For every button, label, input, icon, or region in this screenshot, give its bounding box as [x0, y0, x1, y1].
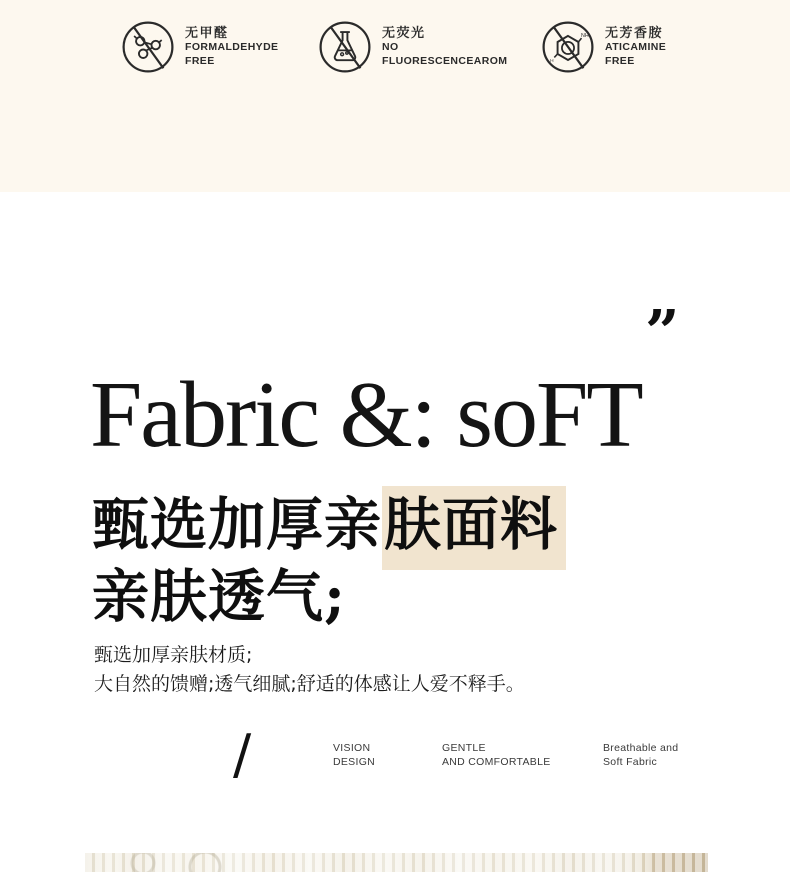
certification-banner — [0, 0, 790, 192]
badge-no-formaldehyde — [121, 20, 278, 74]
meta-line: Soft Fabric — [603, 756, 658, 768]
slash-divider: / — [233, 723, 252, 786]
quote-mark-icon: ” — [645, 298, 680, 368]
heading-line1-plain: 甄选加厚亲 — [92, 491, 382, 558]
badge-en-line2: FREE — [605, 54, 635, 67]
heading-line2: 亲肤透气; — [92, 563, 347, 630]
badge-no-fluorescence-text — [382, 26, 507, 68]
no-formaldehyde-icon — [121, 20, 175, 74]
no-fluorescence-icon — [318, 20, 372, 74]
meta-line: Breathable and — [603, 742, 679, 754]
no-aromatic-amine-icon — [541, 20, 595, 74]
meta-line: GENTLE — [442, 742, 486, 754]
badge-en-line1: FORMALDEHYDE — [185, 41, 279, 53]
badge-zh-label: 无荧光 — [382, 26, 426, 41]
fabric-photo — [85, 853, 708, 872]
meta-line: DESIGN — [333, 756, 376, 768]
badge-no-aromatic-amine-text — [605, 26, 666, 68]
description-line1: 甄选加厚亲肤材质; — [94, 644, 253, 666]
svg-text:H: H — [550, 58, 554, 64]
description-text — [94, 641, 525, 699]
badge-zh-label: 无甲醛 — [185, 26, 229, 41]
badge-en-line1: NO — [382, 41, 399, 53]
badge-en-line2: FREE — [185, 54, 215, 67]
heading-line1-highlight: 肤面料 — [382, 486, 566, 570]
badge-en-line2: FLUORESCENCEAROM — [382, 54, 508, 67]
meta-line: AND COMFORTABLE — [442, 756, 551, 768]
meta-item-vision-design — [333, 741, 375, 769]
section-heading — [92, 489, 566, 633]
badge-zh-label: 无芳香胺 — [605, 26, 664, 41]
badge-en-line1: ATICAMINE — [605, 41, 667, 53]
page-title: Fabric &: soFT — [90, 363, 642, 467]
meta-line: VISION — [333, 742, 371, 754]
description-line2: 大自然的馈赠;透气细腻;舒适的体感让人爱不释手。 — [94, 673, 525, 695]
svg-text:NH: NH — [581, 32, 589, 39]
badge-no-aromatic-amine — [541, 20, 666, 74]
badge-no-fluorescence — [318, 20, 507, 74]
meta-item-breathable-soft — [603, 741, 678, 769]
meta-item-gentle-comfortable — [442, 741, 551, 769]
badge-no-formaldehyde-text — [185, 26, 278, 68]
